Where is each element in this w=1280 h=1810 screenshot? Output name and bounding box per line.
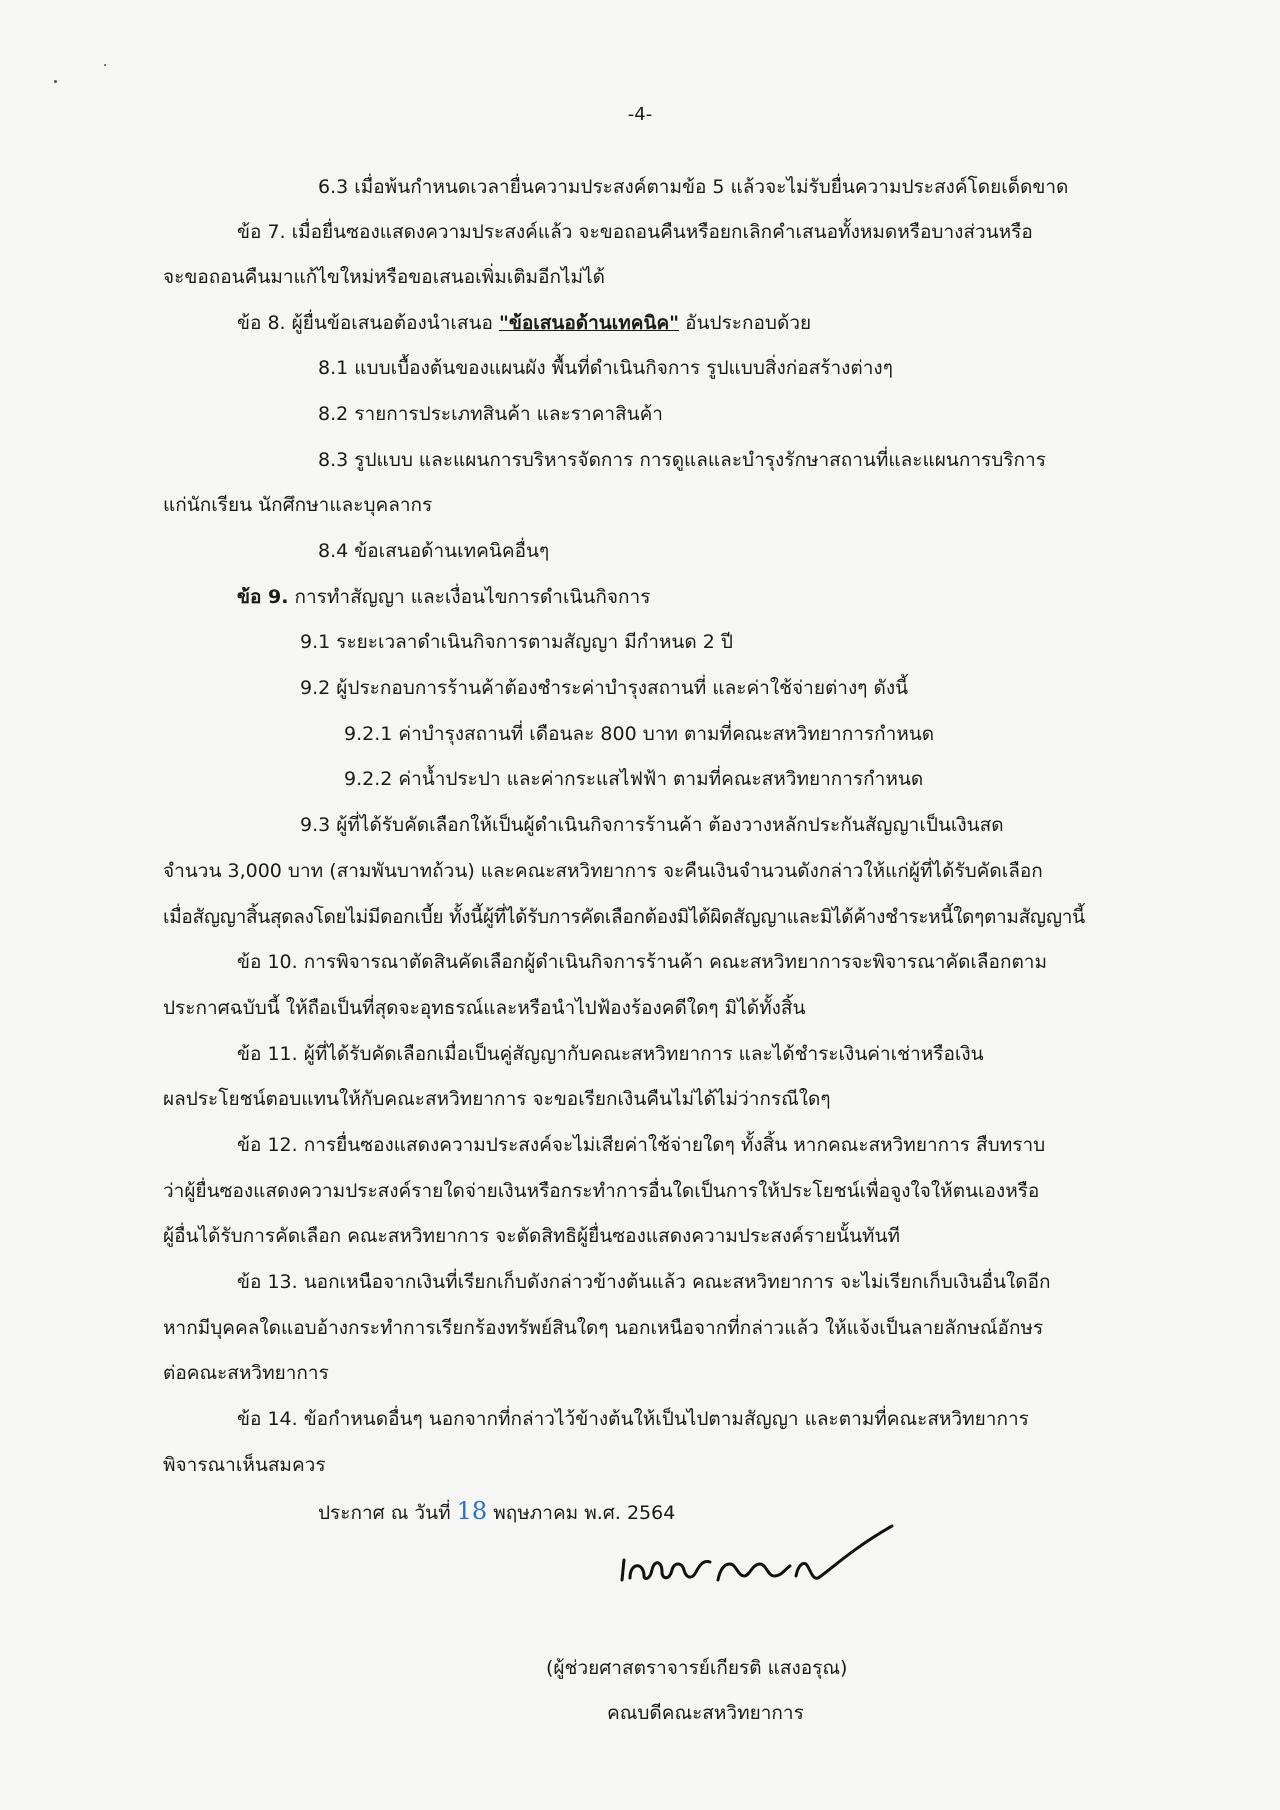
clause-9-2-1: 9.2.1 ค่าบำรุงสถานที่ เดือนละ 800 บาท ตามที่คณะสหวิทยาการกำหนด (344, 723, 935, 745)
scan-speck (54, 80, 57, 83)
clause-14-line-2: พิจารณาเห็นสมควร (163, 1454, 326, 1476)
clause-9-1: 9.1 ระยะเวลาดำเนินกิจการตามสัญญา มีกำหนด 2 ปี (300, 631, 733, 653)
clause-9-title: การทำสัญญา และเงื่อนไขการดำเนินกิจการ (288, 586, 651, 608)
signature-image (600, 1520, 900, 1600)
clause-12-line-2: ว่าผู้ยื่นซองแสดงความประสงค์รายใดจ่ายเงินหรือกระทำการอื่นใดเป็นการให้ประโยชน์เพื่อจูงใจให้ตนเองหรือ (163, 1180, 1040, 1202)
announcement-month-year: พฤษภาคม พ.ศ. 2564 (487, 1502, 676, 1524)
clause-11-line-1: ข้อ 11. ผู้ที่ได้รับคัดเลือกเมื่อเป็นคู่สัญญากับคณะสหวิทยาการ และได้ชำระเงินค่าเช่าหรือเงิน (237, 1043, 984, 1065)
clause-13-line-2: หากมีบุคคลใดแอบอ้างกระทำการเรียกร้องทรัพย์สินใดๆ นอกเหนือจากที่กล่าวแล้ว ให้แจ้งเป็นลายลักษณ์อักษร (163, 1317, 1044, 1339)
announcement-prefix: ประกาศ ณ วันที่ (318, 1502, 457, 1524)
clause-13-line-3: ต่อคณะสหวิทยาการ (163, 1362, 329, 1384)
clause-14-line-1: ข้อ 14. ข้อกำหนดอื่นๆ นอกจากที่กล่าวไว้ข้างต้นให้เป็นไปตามสัญญา และตามที่คณะสหวิทยาการ (237, 1408, 1029, 1430)
signer-position: คณบดีคณะสหวิทยาการ (607, 1702, 804, 1724)
clause-10-line-1: ข้อ 10. การพิจารณาตัดสินคัดเลือกผู้ดำเนินกิจการร้านค้า คณะสหวิทยาการจะพิจารณาคัดเลือกตาม (237, 951, 1048, 973)
clause-8-1: 8.1 แบบเบื้องต้นของแผนผัง พื้นที่ดำเนินกิจการ รูปแบบสิ่งก่อสร้างต่างๆ (318, 357, 893, 379)
clause-12-line-3: ผู้อื่นได้รับการคัดเลือก คณะสหวิทยาการ จะตัดสิทธิผู้ยื่นซองแสดงความประสงค์รายนั้นทันที (163, 1225, 900, 1247)
page-number: -4- (627, 104, 653, 125)
clause-11-line-2: ผลประโยชน์ตอบแทนให้กับคณะสหวิทยาการ จะขอเรียกเงินคืนไม่ได้ไม่ว่ากรณีใดๆ (163, 1088, 831, 1110)
clause-6-3: 6.3 เมื่อพ้นกำหนดเวลายื่นความประสงค์ตามข้อ 5 แล้วจะไม่รับยื่นความประสงค์โดยเด็ดขาด (318, 176, 1069, 198)
clause-9-label: ข้อ 9. (237, 586, 289, 608)
clause-9-3-line-3: เมื่อสัญญาสิ้นสุดลงโดยไม่มีดอกเบี้ย ทั้งนี้ผู้ที่ได้รับการคัดเลือกต้องมิได้ผิดสัญญาและมิได้ค้างชำระหนี้ใดๆตามสัญญานี้ (163, 906, 1085, 928)
clause-8-4: 8.4 ข้อเสนอด้านเทคนิคอื่นๆ (318, 540, 550, 562)
clause-10-line-2: ประกาศฉบับนี้ ให้ถือเป็นที่สุดจะอุทธรณ์และหรือนำไปฟ้องร้องคดีใดๆ มิได้ทั้งสิ้น (163, 997, 806, 1019)
clause-9-3-line-2: จำนวน 3,000 บาท (สามพันบาทถ้วน) และคณะสหวิทยาการ จะคืนเงินจำนวนดังกล่าวให้แก่ผู้ที่ได้รับคัดเลือก (163, 860, 1043, 882)
clause-8-text: ข้อ 8. ผู้ยื่นข้อเสนอต้องนำเสนอ (237, 312, 499, 334)
clause-9-2-2: 9.2.2 ค่าน้ำประปา และค่ากระแสไฟฟ้า ตามที่คณะสหวิทยาการกำหนด (344, 768, 924, 790)
clause-8-2: 8.2 รายการประเภทสินค้า และราคาสินค้า (318, 403, 663, 425)
signer-name: (ผู้ช่วยศาสตราจารย์เกียรติ แสงอรุณ) (546, 1657, 848, 1679)
clause-8-heading (237, 310, 811, 336)
clause-9-3-line-1: 9.3 ผู้ที่ได้รับคัดเลือกให้เป็นผู้ดำเนินกิจการร้านค้า ต้องวางหลักประกันสัญญาเป็นเงินสด (300, 814, 1004, 836)
technical-proposal-emphasis: "ข้อเสนอด้านเทคนิค" (498, 312, 680, 334)
clause-7-line-2: จะขอถอนคืนมาแก้ไขใหม่หรือขอเสนอเพิ่มเติมอีกไม่ได้ (163, 266, 605, 288)
handwritten-day: 18 (456, 1497, 488, 1525)
clause-7-line-1: ข้อ 7. เมื่อยื่นซองแสดงความประสงค์แล้ว จะขอถอนคืนหรือยกเลิกคำเสนอทั้งหมดหรือบางส่วนหรือ (237, 221, 1033, 243)
scan-speck (104, 64, 106, 66)
clause-8-3-line-2: แก่นักเรียน นักศึกษาและบุคลากร (163, 494, 433, 516)
clause-12-line-1: ข้อ 12. การยื่นซองแสดงความประสงค์จะไม่เสียค่าใช้จ่ายใดๆ ทั้งสิ้น หากคณะสหวิทยาการ สืบทราบ (237, 1134, 1046, 1156)
clause-8-text-end: อันประกอบด้วย (679, 312, 812, 334)
clause-9-heading (237, 584, 650, 610)
clause-13-line-1: ข้อ 13. นอกเหนือจากเงินที่เรียกเก็บดังกล่าวข้างต้นแล้ว คณะสหวิทยาการ จะไม่เรียกเก็บเงินอื่นใดอีก (237, 1271, 1051, 1293)
clause-9-2: 9.2 ผู้ประกอบการร้านค้าต้องชำระค่าบำรุงสถานที่ และค่าใช้จ่ายต่างๆ ดังนี้ (300, 677, 909, 699)
clause-8-3-line-1: 8.3 รูปแบบ และแผนการบริหารจัดการ การดูแลและบำรุงรักษาสถานที่และแผนการบริการ (318, 449, 1046, 471)
